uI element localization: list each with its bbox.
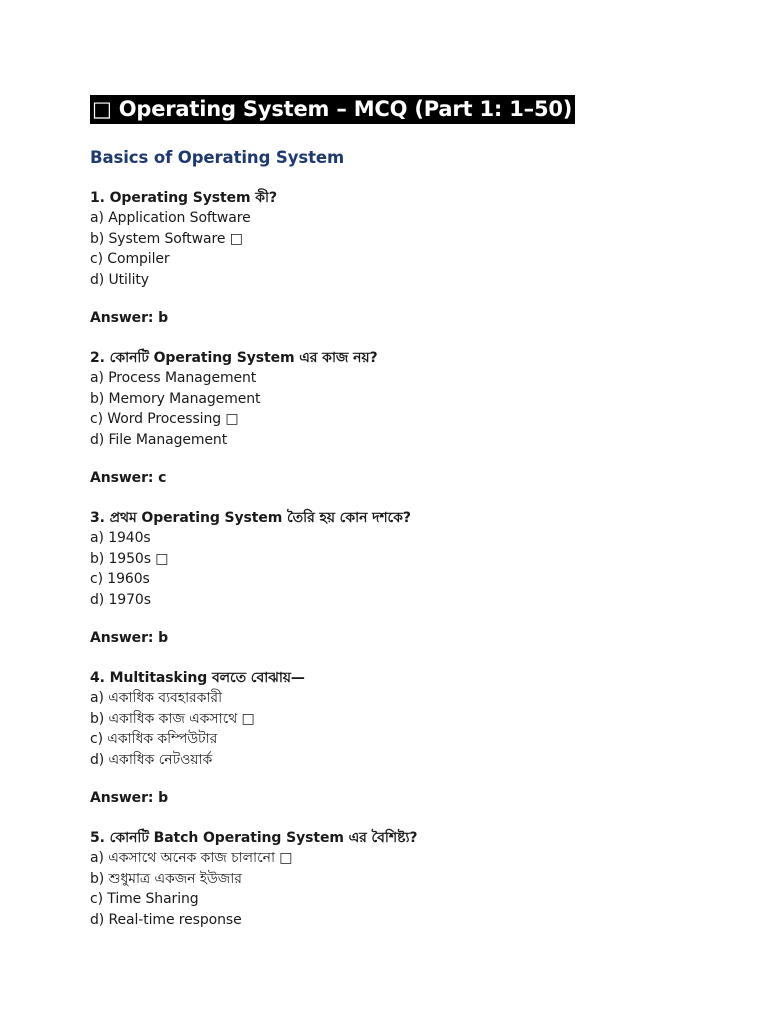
option-b: b) System Software □ — [90, 230, 243, 247]
option-c: c) 1960s — [90, 571, 150, 587]
option-a: a) Application Software — [90, 210, 251, 226]
option-d: d) Utility — [90, 271, 149, 288]
question-1 — [90, 188, 730, 328]
option-d: d) Real-time response — [90, 911, 242, 928]
question-text: 3. প্রথম Operating System তৈরি হয় কোন দশকে? — [90, 510, 411, 526]
option-d: d) File Management — [90, 431, 228, 448]
question-text: 4. Multitasking বলতে বোঝায়— — [90, 670, 305, 686]
answer-text: Answer: c — [90, 470, 167, 486]
option-a: a) 1940s — [90, 530, 151, 546]
document-title: □ Operating System – MCQ (Part 1: 1–50) — [90, 95, 575, 124]
option-a: a) একাধিক ব্যবহারকারী — [90, 690, 223, 706]
option-d: d) একাধিক নেটওয়ার্ক — [90, 751, 213, 768]
option-b: b) Memory Management — [90, 390, 261, 407]
question-text: 1. Operating System কী? — [90, 190, 277, 206]
option-d: d) 1970s — [90, 591, 151, 608]
answer-text: Answer: b — [90, 310, 169, 326]
question-text: 2. কোনটি Operating System এর কাজ নয়? — [90, 350, 378, 366]
question-text: 5. কোনটি Batch Operating System এর বৈশিষ্ট্য? — [90, 830, 418, 846]
option-c: c) Word Processing □ — [90, 411, 239, 427]
option-a: a) একসাথে অনেক কাজ চালানো □ — [90, 850, 293, 866]
option-b: b) 1950s □ — [90, 550, 169, 567]
option-a: a) Process Management — [90, 370, 257, 386]
question-2 — [90, 348, 730, 488]
answer-text: Answer: b — [90, 790, 169, 806]
question-3 — [90, 508, 730, 648]
option-b: b) একাধিক কাজ একসাথে □ — [90, 710, 255, 727]
question-5 — [90, 828, 730, 930]
option-c: c) Compiler — [90, 251, 170, 267]
section-heading: Basics of Operating System — [90, 148, 345, 167]
answer-text: Answer: b — [90, 630, 169, 646]
option-c: c) একাধিক কম্পিউটার — [90, 731, 218, 747]
document-page — [90, 95, 730, 930]
question-4 — [90, 668, 730, 808]
option-b: b) শুধুমাত্র একজন ইউজার — [90, 870, 242, 887]
option-c: c) Time Sharing — [90, 891, 199, 907]
